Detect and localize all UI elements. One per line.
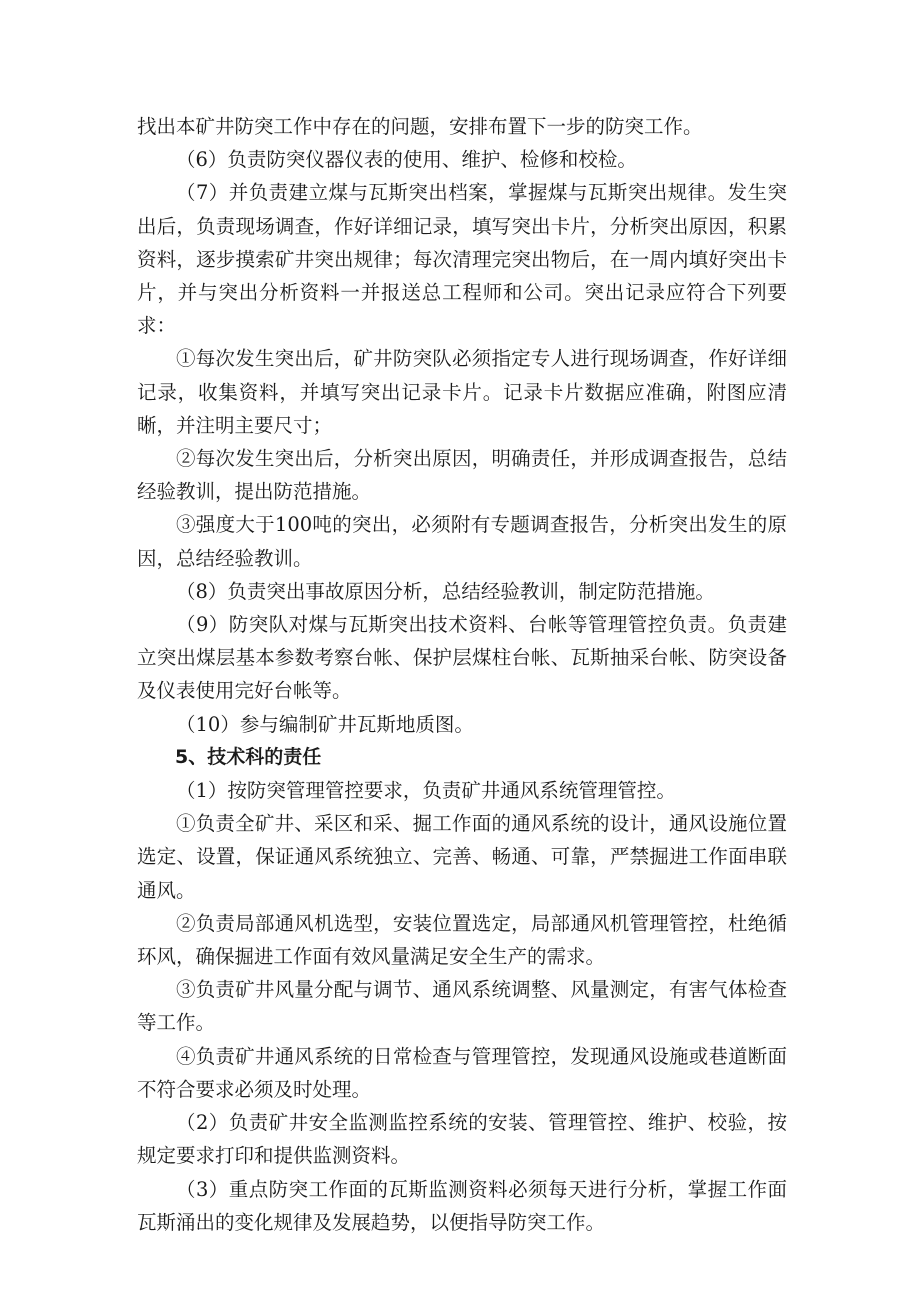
paragraph: ①负责全矿井、采区和采、掘工作面的通风系统的设计，通风设施位置选定、设置，保证通风系统独立、完善、畅通、可靠，严禁掘进工作面串联通风。 xyxy=(137,812,787,902)
paragraph: （10）参与编制矿井瓦斯地质图。 xyxy=(176,712,474,736)
paragraph: ③负责矿井风量分配与调节、通风系统调整、风量测定，有害气体检查等工作。 xyxy=(137,978,787,1035)
paragraph: ①每次发生突出后，矿井防突队必须指定专人进行现场调查，作好详细记录，收集资料，并填写突出记录卡片。记录卡片数据应准确，附图应清晰，并注明主要尺寸； xyxy=(137,347,787,437)
paragraph: ②每次发生突出后，分析突出原因，明确责任，并形成调查报告，总结经验教训，提出防范措施。 xyxy=(137,447,787,504)
paragraph: （1）按防突管理管控要求，负责矿井通风系统管理管控。 xyxy=(176,779,676,803)
paragraph: （8）负责突出事故原因分析，总结经验教训，制定防范措施。 xyxy=(176,579,715,603)
paragraph: ④负责矿井通风系统的日常检查与管理管控，发现通风设施或巷道断面不符合要求必须及时处理。 xyxy=(137,1044,787,1101)
paragraph: （6）负责防突仪器仪表的使用、维护、检修和校检。 xyxy=(176,148,637,172)
paragraph: （9）防突队对煤与瓦斯突出技术资料、台帐等管理管控负责。负责建立突出煤层基本参数考察台帐、保护层煤柱台帐、瓦斯抽采台帐、防突设备及仪表使用完好台帐等。 xyxy=(137,613,787,703)
paragraph: 找出本矿井防突工作中存在的问题，安排布置下一步的防突工作。 xyxy=(137,115,703,138)
document-body xyxy=(137,110,787,1239)
paragraph: （3）重点防突工作面的瓦斯监测资料必须每天进行分析，掌握工作面瓦斯涌出的变化规律及发展趋势，以便指导防突工作。 xyxy=(137,1177,787,1234)
section-heading: 5、技术科的责任 xyxy=(175,745,322,768)
paragraph: ②负责局部通风机选型，安装位置选定，局部通风机管理管控，杜绝循环风，确保掘进工作面有效风量满足安全生产的需求。 xyxy=(137,911,787,969)
paragraph: （7）并负责建立煤与瓦斯突出档案，掌握煤与瓦斯突出规律。发生突出后，负责现场调查，作好详细记录，填写突出卡片，分析突出原因，积累资料，逐步摸索矿井突出规律；每次清理完突出物后，在一周内填好突出卡片，并与突出分析资料一并报送总工程师和公司。突出记录应符合下列要求： xyxy=(137,181,787,338)
paragraph: （2）负责矿井安全监测监控系统的安装、管理管控、维护、校验，按规定要求打印和提供监测资料。 xyxy=(137,1111,787,1168)
paragraph: ③强度大于100吨的突出，必须附有专题调查报告，分析突出发生的原因，总结经验教训。 xyxy=(137,513,787,570)
